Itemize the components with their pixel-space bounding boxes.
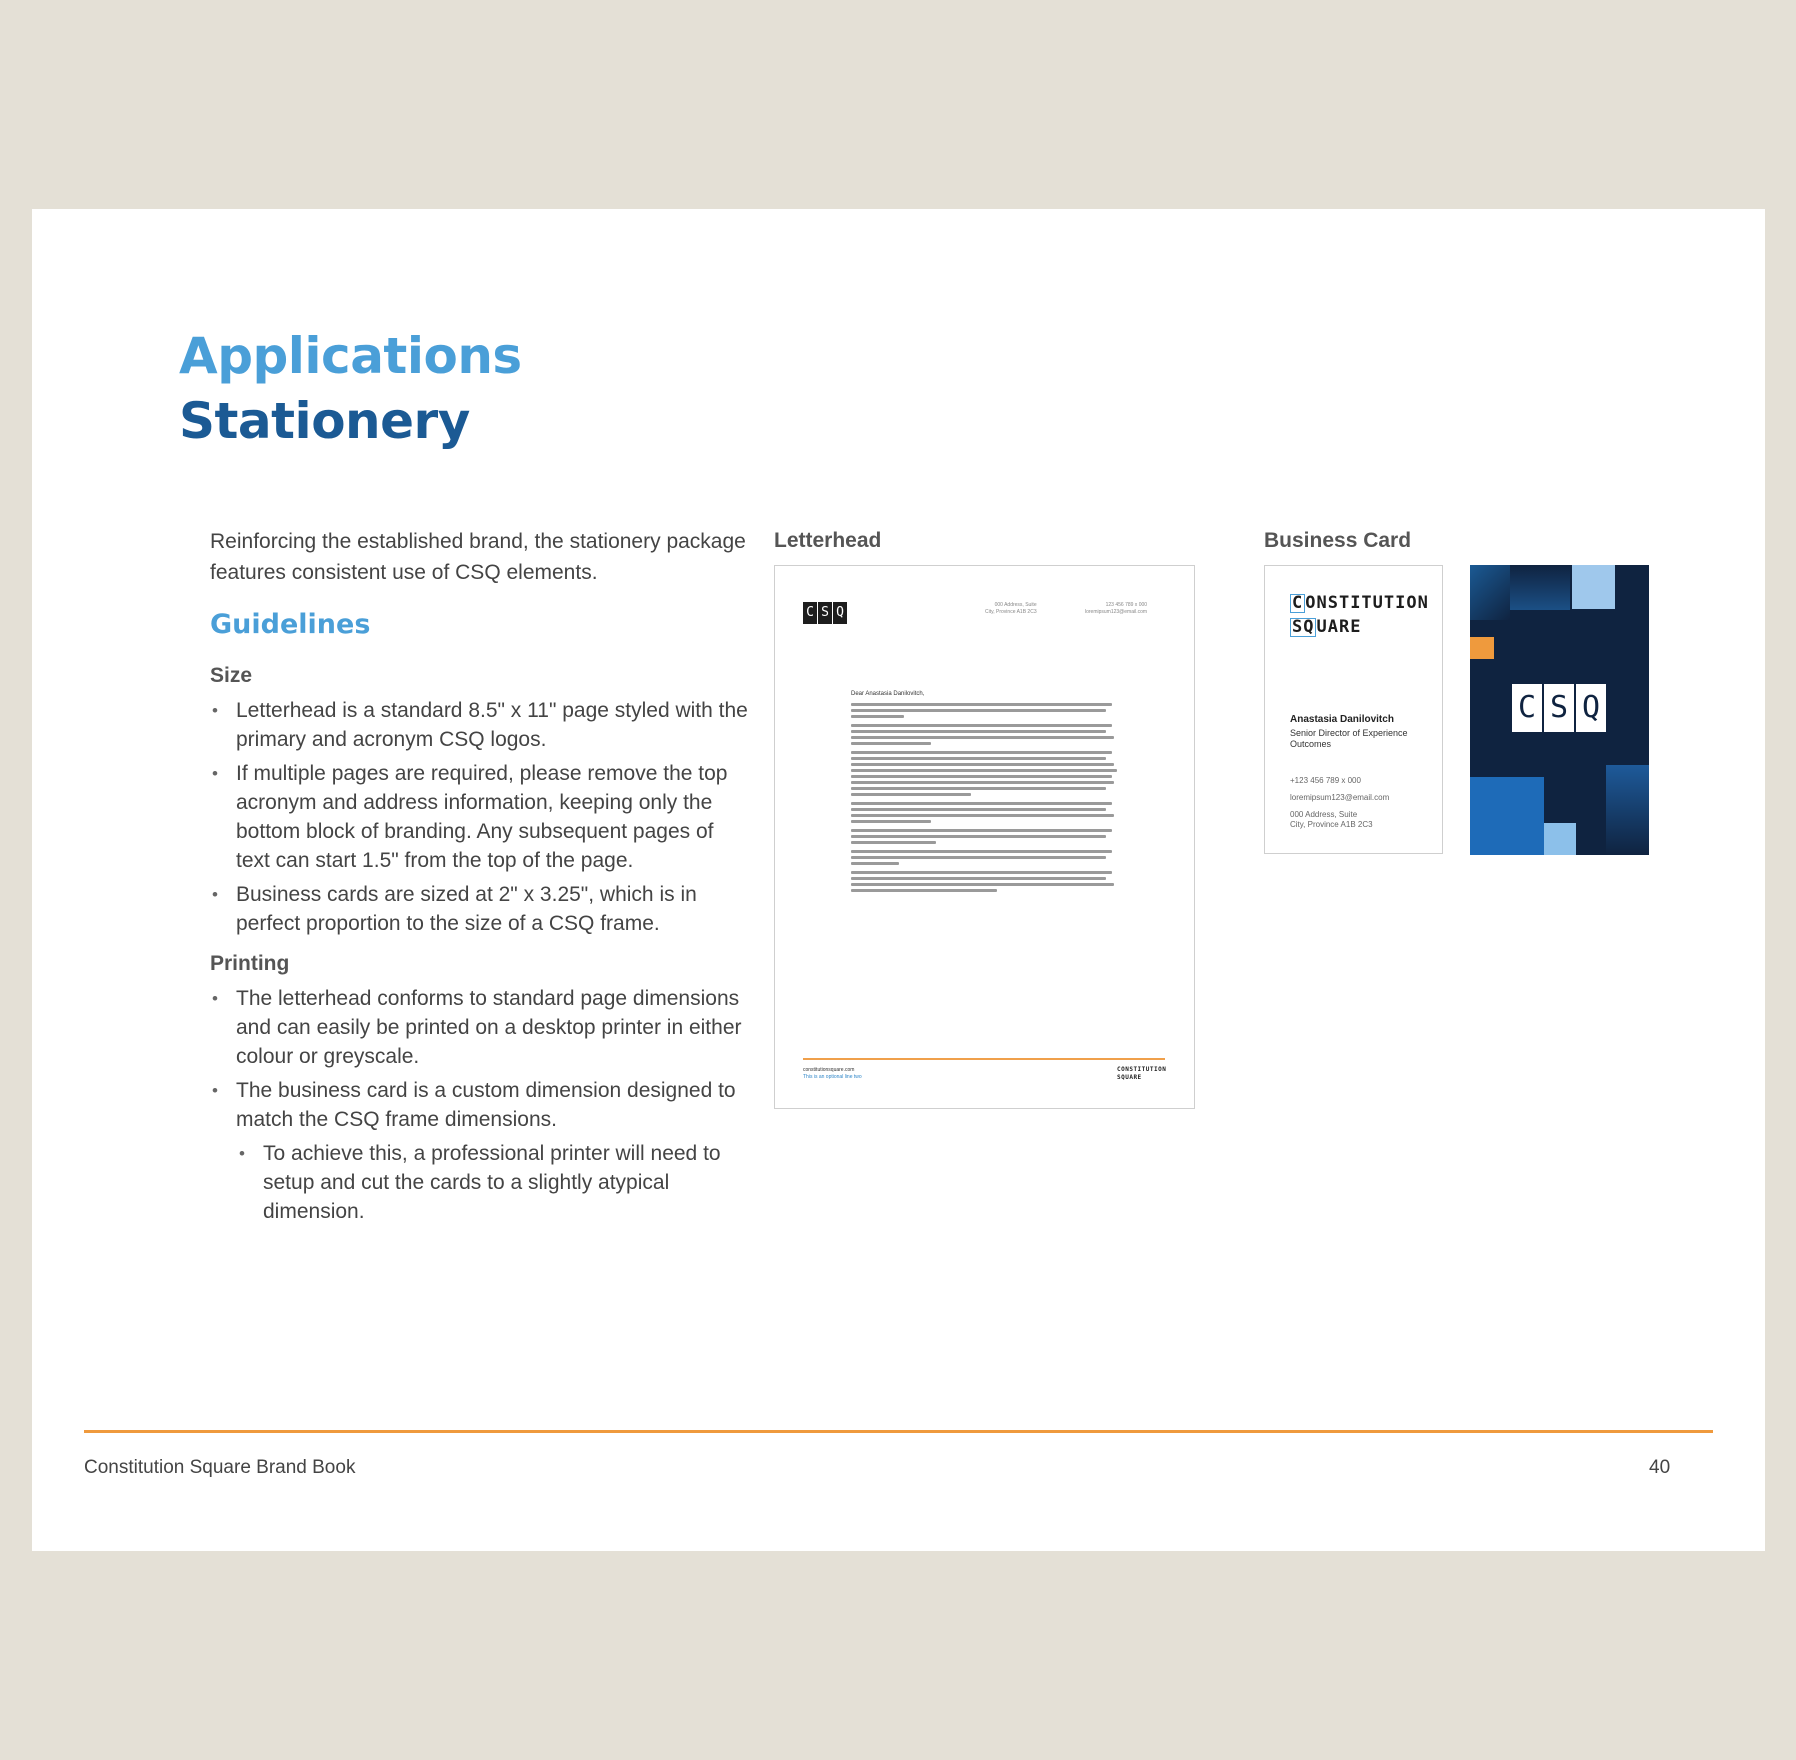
logo-letter: S (1544, 684, 1574, 732)
letterhead-address (985, 602, 1037, 616)
card-phone: +123 456 789 x 000 (1290, 776, 1361, 785)
logo-box-letter: C (1292, 593, 1304, 613)
logo-text: UARE (1316, 617, 1362, 637)
logo-letter: S (818, 602, 832, 624)
letterhead-label: Letterhead (774, 529, 882, 552)
letterhead-contact (1085, 602, 1147, 616)
guidelines-heading: Guidelines (210, 609, 371, 640)
csq-acronym-logo (803, 602, 847, 624)
email-text: loremipsum123@email.com (1085, 609, 1148, 615)
letterhead-optional-line: This is an optional line two (803, 1074, 862, 1080)
printing-list (210, 984, 750, 1226)
letterhead-body (851, 691, 1117, 898)
decor-square (1572, 565, 1615, 609)
card-address (1290, 810, 1440, 830)
decor-square (1470, 637, 1494, 659)
placeholder-paragraph (851, 802, 1117, 823)
footer-divider (84, 1430, 1713, 1433)
logo-letter: Q (833, 602, 847, 624)
placeholder-paragraph (851, 703, 1117, 718)
address-line: 000 Address, Suite (1290, 810, 1358, 819)
letterhead-mockup (774, 565, 1195, 1109)
brand-book-page (32, 209, 1765, 1551)
business-card-back (1470, 565, 1649, 855)
list-item: • The letterhead conforms to standard page dimensions and can easily be printed on a desktop printer in either colour or greyscale. (210, 984, 750, 1071)
decor-square (1544, 823, 1576, 855)
card-name: Anastasia Danilovitch (1290, 714, 1394, 725)
letterhead-website: constitutionsquare.com (803, 1067, 855, 1073)
page-title: Stationery (179, 392, 470, 450)
list-item: • If multiple pages are required, please remove the top acronym and address information, keeping only the bottom block of branding. Any subsequent pages of text can start 1.5" from the top of the page. (210, 759, 750, 875)
nested-list-item: • To achieve this, a professional printer will need to setup and cut the cards to a slightly atypical dimension. (237, 1139, 750, 1226)
card-email: loremipsum123@email.com (1290, 793, 1390, 802)
address-line: City, Province A1B 2C3 (1290, 820, 1373, 829)
salutation: Dear Anastasia Danilovitch, (851, 691, 925, 697)
placeholder-paragraph (851, 724, 1117, 745)
business-card-front (1264, 565, 1443, 854)
logo-letter: C (803, 602, 817, 624)
placeholder-paragraph (851, 829, 1117, 844)
decor-square (1606, 765, 1649, 855)
address-line: City, Province A1B 2C3 (985, 609, 1037, 615)
size-list (210, 696, 750, 938)
placeholder-paragraph (851, 751, 1117, 796)
printing-heading: Printing (210, 952, 290, 975)
letterhead-footer-rule (803, 1058, 1165, 1060)
decor-square (1470, 565, 1510, 620)
logo-letter: C (1512, 684, 1542, 732)
phone-text: 123 456 789 x 000 (1105, 602, 1148, 608)
csq-acronym-logo (1512, 684, 1606, 732)
size-heading: Size (210, 664, 253, 687)
list-item: • Business cards are sized at 2" x 3.25", which is in perfect proportion to the size of a CSQ frame. (210, 880, 750, 938)
placeholder-paragraph (851, 850, 1117, 865)
placeholder-paragraph (851, 871, 1117, 892)
decor-square (1510, 565, 1570, 610)
logo-text: ONSTITUTION (1305, 593, 1429, 613)
card-role: Senior Director of Experience Outcomes (1290, 728, 1408, 749)
business-card-label: Business Card (1264, 529, 1412, 552)
logo-line: CONSTITUTION (1117, 1066, 1167, 1073)
constitution-square-logo (1290, 591, 1429, 639)
logo-line: SQUARE (1117, 1074, 1142, 1081)
section-title: Applications (179, 327, 522, 385)
footer-book-title: Constitution Square Brand Book (84, 1457, 356, 1478)
intro-paragraph: Reinforcing the established brand, the stationery package features consistent use of CSQ elements. (210, 530, 746, 584)
constitution-square-logo (1117, 1066, 1166, 1082)
address-line: 000 Address, Suite (994, 602, 1037, 608)
decor-square (1470, 777, 1544, 855)
list-item: • The business card is a custom dimension designed to match the CSQ frame dimensions. (210, 1076, 750, 1134)
logo-box-letter: SQ (1292, 617, 1315, 637)
logo-letter: Q (1576, 684, 1606, 732)
list-item: • Letterhead is a standard 8.5" x 11" page styled with the primary and acronym CSQ logos. (210, 696, 750, 754)
page-number: 40 (1649, 1457, 1671, 1478)
guidelines-section (210, 664, 750, 1231)
